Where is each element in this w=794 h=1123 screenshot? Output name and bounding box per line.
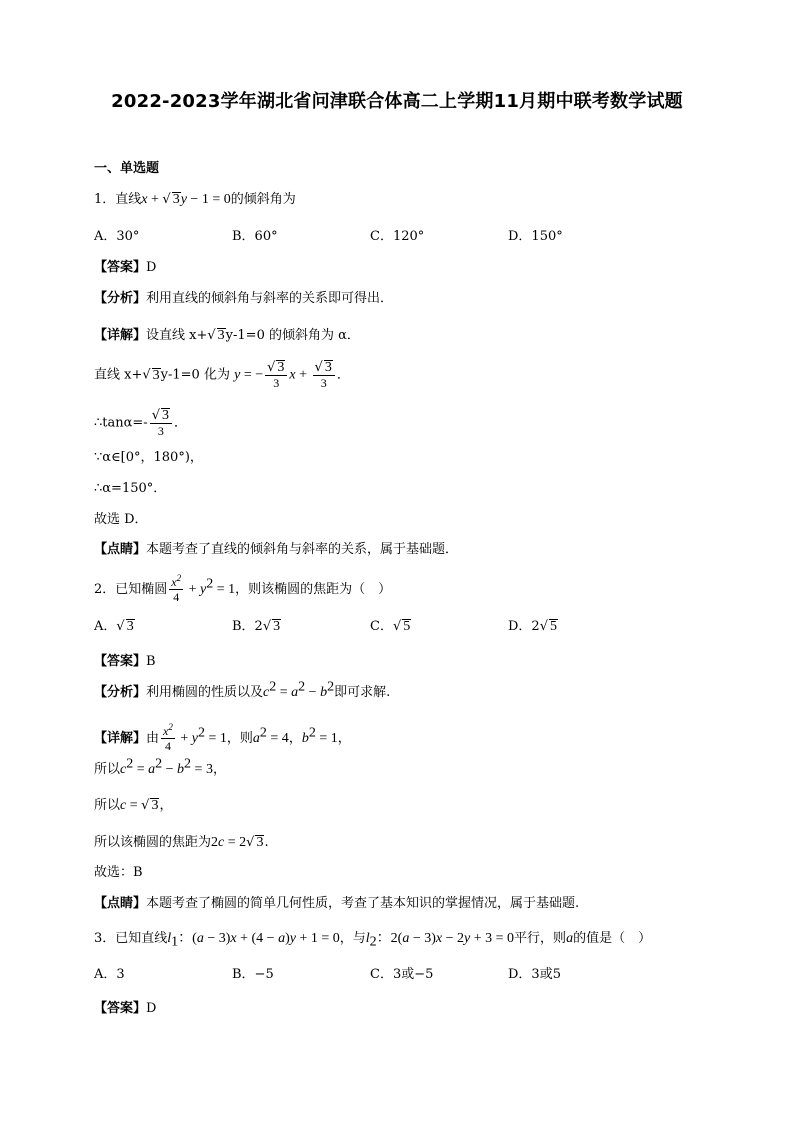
q1-option-a: A．30° xyxy=(94,229,140,244)
q2-option-d: D．2√ 5 xyxy=(508,619,557,634)
q2-detail-4: 所以该椭圆的焦距为2c = 2√ 3. xyxy=(94,835,269,850)
q1-answer: 【答案】D xyxy=(94,260,157,275)
q2-answer: 【答案】B xyxy=(94,654,156,669)
q1-option-b: B．60° xyxy=(232,229,278,244)
q3-option-b: B．−5 xyxy=(232,967,274,982)
q1-stem: 1．直线x + √ 3y − 1 = 0的倾斜角为 xyxy=(94,192,296,207)
q2-detail-1: 【详解】由 $\frac{x^2}{4}$ + $y^2 = 1$，则$a^2 = 4$，$b^2 = 1$， xyxy=(94,722,351,753)
q2-option-b: B．2√ 3 xyxy=(232,619,281,634)
q2-detail-5: 故选：B xyxy=(94,865,143,880)
q3-option-a: A．3 xyxy=(94,967,125,982)
q3-stem: 3．已知直线$l_1$：(a − 3)x + (4 − a)y + 1 = 0，与$l_2$：2(a − 3)x − 2y + 3 = 0平行，则a的值是（ ） xyxy=(94,931,652,950)
q2-option-a: A．√ 3 xyxy=(94,619,134,634)
q1-option-d: D．150° xyxy=(508,229,563,244)
q2-comment: 【点睛】本题考查了椭圆的简单几何性质，考查了基本知识的掌握情况，属于基础题. xyxy=(94,896,580,911)
q2-option-c: C．√ 5 xyxy=(370,619,411,634)
q1-option-c: C．120° xyxy=(370,229,425,244)
section-heading: 一、单选题 xyxy=(94,161,160,176)
q1-detail-6: 故选 D． xyxy=(94,512,148,527)
q3-option-d: D．3或5 xyxy=(508,967,561,982)
q1-comment: 【点睛】本题考查了直线的倾斜角与斜率的关系，属于基础题． xyxy=(94,542,459,557)
q2-stem: 2．已知椭圆 $\frac{x^2}{4}$ + $y^2 = 1$，则该椭圆的焦距为（ ） xyxy=(94,573,392,604)
q2-detail-2: 所以$c^2 = a^2 - b^2 = 3$， xyxy=(94,756,226,777)
q3-option-c: C．3或−5 xyxy=(370,967,434,982)
q1-detail-5: ∴α=150°． xyxy=(94,481,167,496)
page-title: 2022-2023学年湖北省问津联合体高二上学期11月期中联考数学试题 xyxy=(111,91,683,112)
q1-detail-4: ∵α∈[0°，180°)， xyxy=(94,450,203,465)
q1-detail-2: 直线 x+√ 3y-1=0 化为 y = − $\frac{√ 3}{3}$ x + $\frac{√ 3}{3}$ ． xyxy=(94,360,350,390)
q1-detail-3: ∴tanα=- $\frac{√ 3}{3}$ ． xyxy=(94,408,187,438)
q1-detail-1: 【详解】设直线 x+√ 3y-1=0 的倾斜角为 α． xyxy=(94,328,360,343)
q2-detail-3: 所以c = √ 3， xyxy=(94,798,173,813)
q3-answer: 【答案】D xyxy=(94,1001,157,1016)
q2-analysis: 【分析】利用椭圆的性质以及$c^2 = a^2 - b^2$即可求解. xyxy=(94,679,391,700)
q1-analysis: 【分析】利用直线的倾斜角与斜率的关系即可得出． xyxy=(94,291,394,306)
